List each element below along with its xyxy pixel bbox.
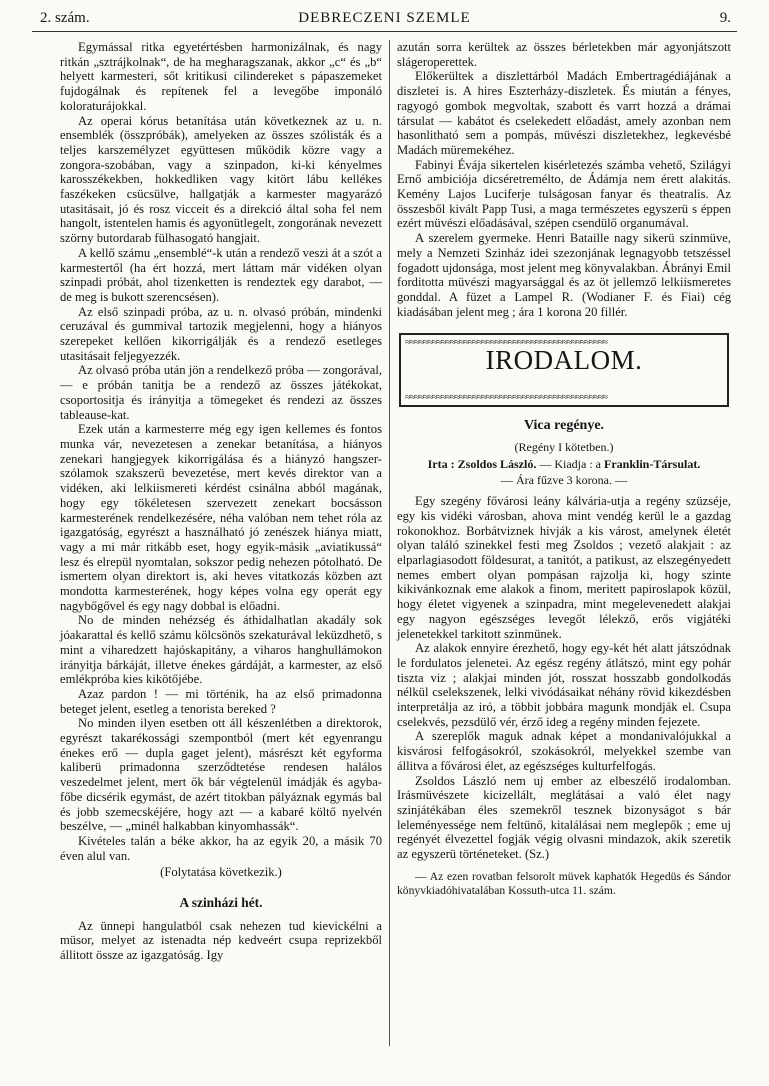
continued-note: (Folytatása következik.): [160, 865, 282, 880]
column-rule: [389, 40, 390, 1046]
header-rule: [32, 31, 737, 32]
paragraph: Egy szegény fővárosi leány kálvária-utja a regény szüzséje, egy kis vidéki városban, ahova mint vendég kerül le a gazdag rokonokhoz. Borbátviznek hivják a kis várost, amelynek életét olyan találó szinekkel festi meg Zsoldos ; vezető alakjait : az elparlagiasodott földesurat, a tanitót, a patikust, az elszegényedett nemes embert olyan pompásan rajzolja ki, hogy szinte kikivánkoznak eme alakok a finom, meritett papiroslapok közül, hogy életet vigyenek a szinpadra, mint megelevenedett alakjai egy nagyon egészséges levegőt lélekző, erős vigjátéki jelenetekkel tarkitott szinmünek.: [397, 494, 731, 641]
paragraph: No de minden nehézség és áthidalhatlan akadály sok jóakarattal és kellő számu kölcsönös szekaturával leküzdhető, s mint a viharedzett hajóskapitány, a viharos hanghullámokon irányitja bárkáját, illetve énekes gárdáját, a karmester, az első emlékpróba kies kikötőjébe.: [60, 613, 382, 687]
book-title: Vica regénye.: [523, 418, 605, 434]
section-title: A szinházi hét.: [179, 895, 263, 911]
paragraph: Az operai kórus betanítása után következnek az u. n. ensemblék (összpróbák), amelyeken az összes szólisták és a teljes karszemélyzet együttesen működik közre vagy a zongora-szobában, vagy a szinpadon, ki-ki kényelmes karosszékekben, hokkedliken vagy kitört lábu kellékes faszékeken csücsülve, hallgatják a karmester magyarázó utasitásait, jó és rosz vicceit és a direkció által soha fel nem hangolt, istentelen hamis és agyonütlegelt, zongorának nevezett szörny butordarab fülhasogató hangjait.: [60, 113, 382, 246]
book-subtitle: (Regény I kötetben.): [514, 440, 614, 455]
paragraph: Az első szinpadi próba, az u. n. olvasó próbán, mindenki ceruzával és gummival tartozik megjelenni, hogy a hiányos szerepeket kellően kikorrigálják és a rendező esetleges utasitásait feljegyezzék.: [60, 304, 382, 363]
paragraph: No minden ilyen esetben ott áll készenlétben a direktorok, egyrészt takarékossági szempontból (mert két egyenrangu énekes erő — dupla gaget jelent), másrészt két egyforma kaliberü primadonna szerződtetése rendesen halálos veszedelmet jelent, mert ők bár végtelenül imádják és agyba-főbe dicsérik egymást, de azért titokban pályáznak egymás bal és jobb szemecskéjére, hogy azt — a kabaré költő nyelvén beszélve, — „minél halkabban kinyomhassák“.: [60, 716, 382, 834]
page-header: [28, 8, 741, 30]
paragraph: Az alakok ennyire érezhető, hogy egy-két hét alatt játszódnak le fordulatos jelenetei. Az egész regény átlátszó, mint egy pohár tiszta viz ; alakjai minden jót, rosszat hosszabb gondolkodás nélkül cselekszenek, lelki vivódásaikat néhány rövid kikezdésben interpretálja az iró, a többit jobbára magunk mondják el. Csupa cselekvés, pezsdülő vér, érző ideg a regény minden fejezete.: [397, 641, 731, 729]
paragraph: azután sorra kerültek az összes bérletekben már agyonjátszott slágeroperettek.: [397, 40, 731, 69]
paragraph: A szereplők maguk adnak képet a mondanivalójukkal a kisvárosi felfogásokról, szokásokról, melyekkel szembe van állitva a fővárosi élet, az egészséges kulturfelfogás.: [397, 729, 731, 773]
left-column: [60, 40, 382, 963]
paragraph: Előkerültek a diszlettárból Madách Embertragédiájának a diszletei is. A hires Eszterházy-diszletek. És miután a fényes, ragyogó gombok megvoltak, szabott és varrt hozzá a drámai társulat — kabátot és cselekedett előadást, amely azonban nem hasonlitható sem a pompás, müvészi diszletekhez, legkevésbé Madách müremekéhez.: [397, 69, 731, 157]
ornament-border: ≈≈≈≈≈≈≈≈≈≈≈≈≈≈≈≈≈≈≈≈≈≈≈≈≈≈≈≈≈≈≈≈≈≈≈≈≈≈≈≈≈≈≈≈≈: [405, 338, 607, 348]
banner-title: IRODALOM.: [485, 345, 643, 376]
publisher-label: — Kiadja : a: [539, 456, 601, 471]
ornament-border: ≈≈≈≈≈≈≈≈≈≈≈≈≈≈≈≈≈≈≈≈≈≈≈≈≈≈≈≈≈≈≈≈≈≈≈≈≈≈≈≈≈≈≈≈≈: [405, 393, 607, 403]
notice: — Az ezen rovatban felsorolt müvek kaphatók Hegedüs és Sándor könyvkiadóhivatalában Kossuth-utca 11. szám.: [397, 869, 731, 898]
section-banner: [399, 333, 729, 407]
publisher-name: Franklin-Társulat.: [603, 456, 701, 471]
right-column: [397, 40, 731, 899]
book-price: — Ára fűzve 3 korona. —: [501, 473, 627, 488]
paragraph: Ezek után a karmesterre még egy igen kellemes és fontos munka vár, nevezetesen a zenekar betanítása, a hiányos zenekari hangjegyek kikorrigálása és a hiányzó hangszer-szólamok szakszerü bevezetése, mert kevés direktor van a vidéken, aki lelkiismereti kérdést csinálna abból magának, hogy egy tökéletesen szervezett zenekart bocsásson karmesterének rendelkezésére, néha valóban nem tehet róla az igazgatóság, egyrészt a használható jó zenészek hiánya miatt, vagy a mi már ritkább eset, hogy egyik-másik „aviatikussá“ lesz és elrepül nyomtalan, sokszor pedig nehezen pótolható. De ismertem olyan direktort is, aki heves vitatkozás közben azt mondotta karmesterének, hogy képes volna egy operát egy nagybőgővel és egy nagy dobbal is előadni.: [60, 422, 382, 613]
paragraph: A kellő számu „ensemblé“-k után a rendező veszi át a szót a karmestertől (ha ért hozzá, mert láttam már vidéken olyan szinpadi próbát, ahol tizenketten is rendeztek egy darabot, — de meg is bukott szerencsésen).: [60, 245, 382, 304]
book-credits: [397, 457, 731, 472]
page-number: 9.: [719, 10, 731, 26]
paragraph: Kivételes talán a béke akkor, ha az egyik 20, a másik 70 éven alul van.: [60, 833, 382, 863]
paragraph: A szerelem gyermeke. Henri Bataille nagy sikerü szinmüve, mely a Nemzeti Szinház idei szezonjának legnagyobb tetszéssel fogadott ujdonsága, most jelent meg könyvalakban. Ábrányi Emil forditotta müvészi magyarsággal és az öt jellemző lelkiismeretes gonddal. A füzet a Lampel R. (Wodianer F. és Fiai) cég kiadásában jelent meg ; ára 1 korona 20 fillér.: [397, 231, 731, 319]
paragraph: Azaz pardon ! — mi történik, ha az első primadonna beteget jelent, esetleg a tenorista bereked ?: [60, 686, 382, 716]
issue-number: 2. szám.: [40, 10, 90, 26]
paragraph: Egymással ritka egyetértésben harmonizálnak, és nagy ritkán „sztrájkolnak“, de ha megharagszanak, akkor „c“ és „b“ helyett karmesteri, sőt kritikusi cilindereket s pápaszemeket fujdogálnak és repítenek fel a levegőbe imponáló koloraturájokkal.: [60, 40, 382, 113]
paragraph: Az olvasó próba után jön a rendelkező próba — zongorával, — e próbán tanitja be a rendező az összes játékokat, csoportositja és irányitja a tömegeket és rendezi az összes tableause-kat.: [60, 363, 382, 422]
paragraph: Az ünnepi hangulatból csak nehezen tud kievickélni a müsor, melyet az istenadta nép kedveért csupa reprizekből állitott össze az igazgatóság. Igy: [60, 918, 382, 963]
author-label: Irta :: [427, 456, 455, 471]
paragraph: Zsoldos László nem uj ember az elbeszélő irodalomban. Irásmüvészete kicizellált, meglátásai a való élet nagy szinjátékában éles szemekről tesznek bizonyságot s bár leleményessége nem feltünő, kitalálásai nem meglepők ; eme uj regényét élvezettel fogják végig olvasni mindazok, akik szeretik az egyszerü történeteket. (Sz.): [397, 773, 731, 862]
author-name: Zsoldos László.: [457, 456, 537, 471]
paragraph: Fabinyi Évája sikertelen kisérletezés számba vehető, Szilágyi Ernő ambiciója dicséretremélto, de Ádámja nem érett alakitás. Kemény Lajos Luciferje tulságosan fanyar és theatralis. Az összesből kivált Papp Tusi, a maga természetes egyszerü s éppen ezért müvészi előadásával, szépen csendülő organumával.: [397, 157, 731, 231]
journal-title: DEBRECZENI SZEMLE: [298, 10, 471, 26]
